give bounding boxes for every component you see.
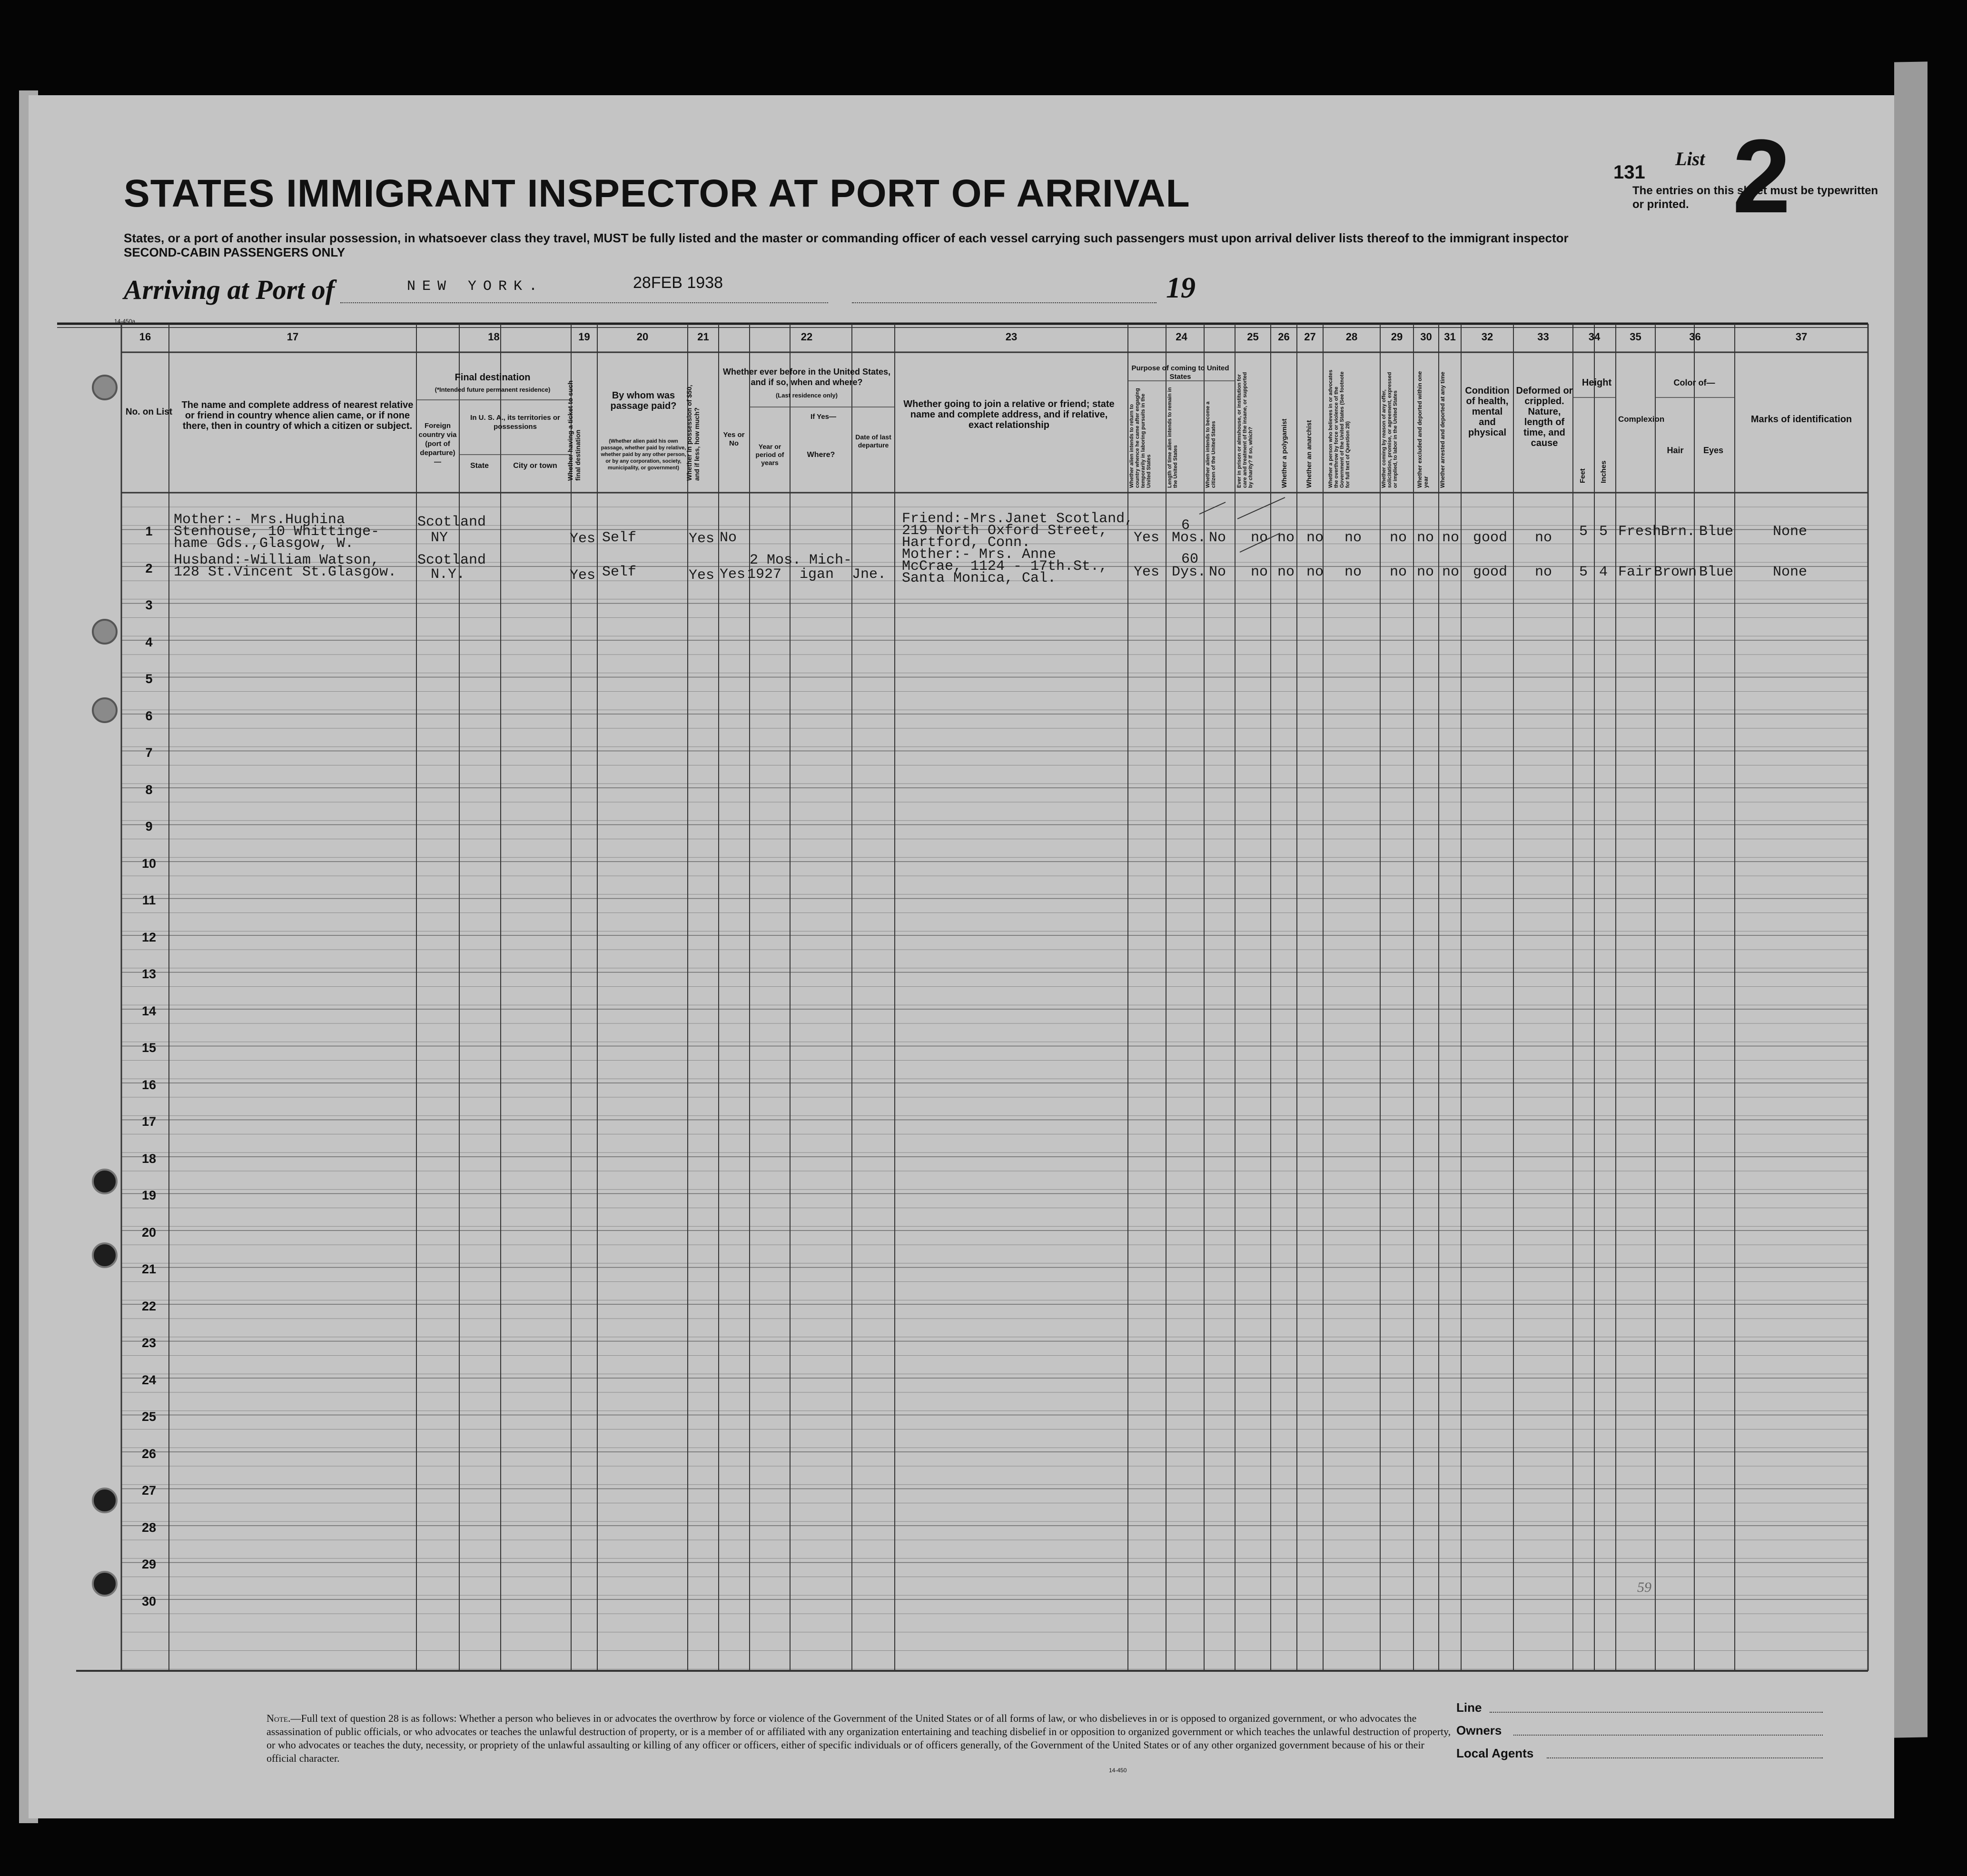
footnote [267,1712,1456,1765]
entry-1-complexion: Fresh [1618,524,1661,540]
entry-1-relative-line1: Mother:- Mrs.Hughina [174,512,346,528]
header-purpose: Purpose of coming to United States [1131,364,1229,381]
header-before-in-us: Whether ever before in the United States, and if so, when and where? [722,367,891,387]
header-if-yes: If Yes— [811,413,836,421]
row-number: 24 [141,1372,157,1387]
entry-1-c31: no [1442,530,1460,546]
column-number: 28 [1345,331,1358,343]
class-label: SECOND-CABIN PASSENGERS ONLY [124,245,346,259]
header-polygamist: Whether a polygamist [1280,418,1288,488]
entry-1-ticket: Yes [570,531,596,547]
entry-2-c25: no [1251,564,1268,580]
column-number: 18 [488,331,500,343]
column-number: 33 [1537,331,1549,343]
row-number: 2 [145,561,153,576]
header-purpose-citizen: Whether alien intends to become a citizen of the United States [1205,401,1216,488]
entry-1-citizen: No [1209,530,1226,546]
column-number: 20 [636,331,649,343]
row-number: 18 [141,1151,157,1166]
line-label: Line [1456,1700,1482,1715]
entry-1-length-unit: Mos. [1172,530,1206,546]
list-note: The entries on this sheet must be typewritten or printed. [1632,184,1878,211]
header-year: Year or period of years [755,443,784,467]
entry-1-eyes: Blue [1699,524,1734,540]
row-number: 23 [141,1336,157,1350]
footnote-text: —Full text of question 28 is as follows: Whether a person who believes in or advocates the overthrow by force or violence of the Government of the United States or of all forms of law, or who disbelieves in or is opposed to organized government, or who advocates the assassination of public officials, or who advocates or teaches the unlawful destruction of property, or is a member of or affiliated with any organization entertaining and teaching disbelief in or opposition to organized government or which teaches the unlawful destruction of property, or who advocates or teaches the duty, necessity, or propriety of the unlawful assaulting or killing of any officer or officers, either of specific individuals or of officers generally, of the Government of the United States or of any other organized government because of his or their official character. [267,1712,1451,1764]
entry-2-departure: Jne. [852,566,887,583]
entry-2-health: good [1473,564,1508,580]
entry-2-join-line1: Mother:- Mrs. Anne [902,546,1057,563]
entry-2-join-line3: Santa Monica, Cal. [902,570,1057,586]
arrival-date-stamp: 28FEB 1938 [633,274,723,292]
footer-form-code: 14-450 [1109,1767,1127,1774]
entry-1-join-line2: 219 North Oxford Street, [902,523,1108,539]
row-number: 12 [141,930,157,944]
entry-1-foreign-country: Scotland [417,514,486,530]
entry-1-inches: 5 [1599,524,1608,540]
row-number: 21 [141,1262,157,1276]
header-prison: Ever in prison or almshouse, or institution for care and treatment of the insane, or supported by charity? If so, which? [1236,372,1254,488]
row-number: 16 [141,1077,157,1092]
owners-label: Owners [1456,1723,1502,1737]
port-name: NEW YORK. [407,278,544,295]
row-number: 25 [141,1409,157,1424]
entry-1-relative-line2: Stenhouse, 10 Whittinge- [174,524,380,540]
entry-1-paid-by: Self [602,530,637,546]
check-mark [1237,497,1285,519]
entry-1-join-line1: Friend:-Mrs.Janet Scotland, [902,511,1134,527]
column-number: 17 [287,331,299,343]
row-number: 7 [145,745,153,760]
entry-1-before: No [720,530,737,546]
agents-field [1547,1757,1823,1758]
entry-1-marks: None [1773,524,1808,540]
header-join-relative: Whether going to join a relative or friend; state name and complete address, and if relative, exact relationship [903,399,1115,430]
entry-2-complexion: Fair [1618,564,1653,580]
column-number: 22 [801,331,813,343]
header-health: Condition of health, mental and physical [1465,386,1510,438]
corner-mark: 131 [1613,162,1645,183]
entry-1-c30: no [1417,530,1434,546]
row-number: 5 [145,672,153,686]
column-number: 30 [1420,331,1432,343]
entry-1-purpose: Yes [1134,530,1160,546]
entry-2-period: 2 Mos. [750,552,801,568]
row-number: 15 [141,1041,157,1055]
entry-2-before: Yes [720,566,746,583]
column-number: 26 [1278,331,1290,343]
header-final-destination: Final destination [455,372,531,383]
header-excluded: Whether excluded and deported within one year [1416,371,1429,488]
row-number: 22 [141,1299,157,1313]
header-last-residence: (Last residence only) [775,392,838,399]
row-number: 28 [141,1520,157,1535]
column-number: 29 [1391,331,1403,343]
line-field [1490,1712,1823,1713]
entry-1-feet: 5 [1579,524,1588,540]
header-yes-no: Yes or No [723,431,745,447]
entry-2-c26: no [1277,564,1295,580]
row-number: 6 [145,708,153,723]
entry-1-state: NY [431,530,448,546]
row-number: 26 [141,1446,157,1461]
header-where: Where? [807,451,835,459]
entry-2-join-line2: McCrae, 1124 - 17th.St., [902,558,1108,575]
header-color-of: Color of— [1673,378,1715,387]
header-complexion: Complexion [1618,415,1665,424]
page-title: STATES IMMIGRANT INSPECTOR AT PORT OF ARRIVAL [124,172,1190,215]
arriving-label: Arriving at Port of [124,274,335,305]
entry-1-money: Yes [689,531,715,547]
header-paid-by-note: (Whether alien paid his own passage, whether paid by relative, whether paid by any other person, or by any corporation, society, municipality, or government) [601,438,686,471]
header-height: Height [1582,377,1612,388]
entry-2-deformed: no [1535,564,1552,580]
header-inches: Inches [1600,460,1608,483]
row-number: 27 [141,1483,157,1498]
check-mark [1199,502,1226,514]
column-number: 25 [1247,331,1259,343]
column-number: 31 [1444,331,1456,343]
column-number: 21 [697,331,709,343]
header-relative-address: The name and complete address of nearest relative or friend in country whence alien came, or if none there, then in country of which a citizen or subject. [181,400,414,431]
entry-2-length-unit: Dys. [1172,564,1206,580]
entry-1-c27: no [1306,530,1324,546]
row-number: 13 [141,967,157,981]
entry-2-c29: no [1390,564,1407,580]
row-number: 1 [145,524,153,538]
header-arrested: Whether arrested and deported at any time [1439,371,1446,488]
row-number: 10 [141,856,157,871]
header-in-usa: In U. S. A., its territories or possessions [470,414,560,431]
row-number: 19 [141,1188,157,1202]
header-money: Whether in possession of $50, and if less, how much? [685,385,701,481]
entry-2-c28: no [1344,564,1362,580]
entry-2-citizen: No [1209,564,1226,580]
entry-2-relative-line1: Husband:-William Watson, [174,552,380,568]
row-number: 17 [141,1114,157,1129]
column-number: 35 [1630,331,1641,343]
entry-2-money: Yes [689,567,715,584]
row-number: 30 [141,1594,157,1608]
entry-1-join-line3: Hartford, Conn. [902,535,1031,551]
entry-1-c25: no [1251,530,1268,546]
column-number: 27 [1304,331,1316,343]
header-no-on-list: No. on List [125,407,173,417]
form-code: 14-450a [114,318,136,325]
column-number: 16 [139,331,151,343]
header-city: City or town [513,462,557,470]
column-number: 32 [1481,331,1493,343]
entry-2-hair: Brown [1654,564,1697,580]
entry-1-c29: no [1390,530,1407,546]
row-number: 29 [141,1557,157,1571]
entry-2-relative-line2: 128 St.Vincent St.Glasgow. [174,564,397,580]
row-number: 11 [142,893,156,907]
entry-2-length-value: 60 [1181,551,1199,567]
entry-2-purpose: Yes [1134,564,1160,580]
entry-1-hair: Brn. [1661,524,1696,540]
instruction-line: States, or a port of another insular possession, in whatsoever class they travel, MUST be fully listed and the master or commanding officer of each vessel carrying such passengers must upon arrival deliver lists thereof to the immigrant inspector [124,231,1569,245]
column-number: 37 [1795,331,1808,343]
local-agents-label: Local Agents [1456,1746,1534,1760]
column-number: 24 [1176,331,1187,343]
column-number: 23 [1005,331,1018,343]
column-number: 36 [1689,331,1701,343]
header-state: State [470,462,489,470]
entry-2-c31: no [1442,564,1460,580]
entry-2-eyes: Blue [1699,564,1734,580]
header-final-destination-sub: (*Intended future permanent residence) [435,386,551,393]
year-prefix: 19 [1166,272,1196,304]
list-label: List [1675,148,1705,169]
entry-2-marks: None [1773,564,1808,580]
header-anarchist: Whether an anarchist [1305,420,1313,488]
row-number: 14 [141,1003,157,1018]
entry-1-relative-line3: hame Gds.,Glasgow, W. [174,536,354,552]
header-ticket: Whether having a ticket to such final destination [566,380,582,481]
header-purpose-length: Length of time alien intends to remain in the United States [1167,387,1178,488]
entry-2-c27: no [1306,564,1324,580]
column-number: 19 [578,331,590,343]
pencil-mark: 59 [1637,1579,1651,1595]
entry-2-foreign-country: Scotland [417,552,486,568]
header-purpose-return: Whether alien intends to return to country whence he came after engaging temporarily in laboring pursuits in the United States [1129,388,1152,488]
header-feet: Feet [1579,468,1587,483]
entry-1-deformed: no [1535,530,1552,546]
entry-1-health: good [1473,530,1508,546]
row-number: 4 [145,635,153,649]
header-hair: Hair [1667,446,1684,455]
entry-1-c28: no [1344,530,1362,546]
header-deformed: Deformed or crippled. Nature, length of time, and cause [1516,386,1573,448]
entry-2-where-line2: igan [800,566,834,583]
footnote-label: Note. [267,1712,291,1724]
entry-2-paid-by: Self [602,564,637,580]
entry-1-length-value: 6 [1181,517,1190,534]
column-number: 34 [1588,331,1601,343]
row-number: 3 [145,598,153,612]
header-eyes: Eyes [1703,446,1724,455]
header-overthrow: Whether a person who believes in or advocates the overthrow by force or violence of the Government of the United States (See footnote for full text of Question 28) [1328,369,1351,488]
entry-2-inches: 4 [1599,564,1608,580]
entry-2-year: 1927 [747,566,782,583]
entry-2-c30: no [1417,564,1434,580]
list-number: 2 [1732,118,1791,235]
header-paid-by: By whom was passage paid? [610,390,677,411]
header-date-departure: Date of last departure [855,433,891,449]
owners-field [1513,1735,1823,1736]
header-labor-offer: Whether coming by reason of any offer, solicitation, promise, or agreement, expressed or implied, to labor in the United States [1381,372,1398,488]
row-number: 8 [145,782,153,797]
row-number: 20 [141,1225,157,1240]
entry-2-state: N.Y. [431,566,465,583]
row-number: 9 [145,819,153,834]
entry-2-where-line1: Mich- [809,552,852,568]
entry-2-ticket: Yes [570,567,596,584]
header-foreign-country: Foreign country via (port of departure)— [418,422,457,466]
header-marks: Marks of identification [1750,414,1852,425]
entry-2-feet: 5 [1579,564,1588,580]
entry-1-c26: no [1277,530,1295,546]
